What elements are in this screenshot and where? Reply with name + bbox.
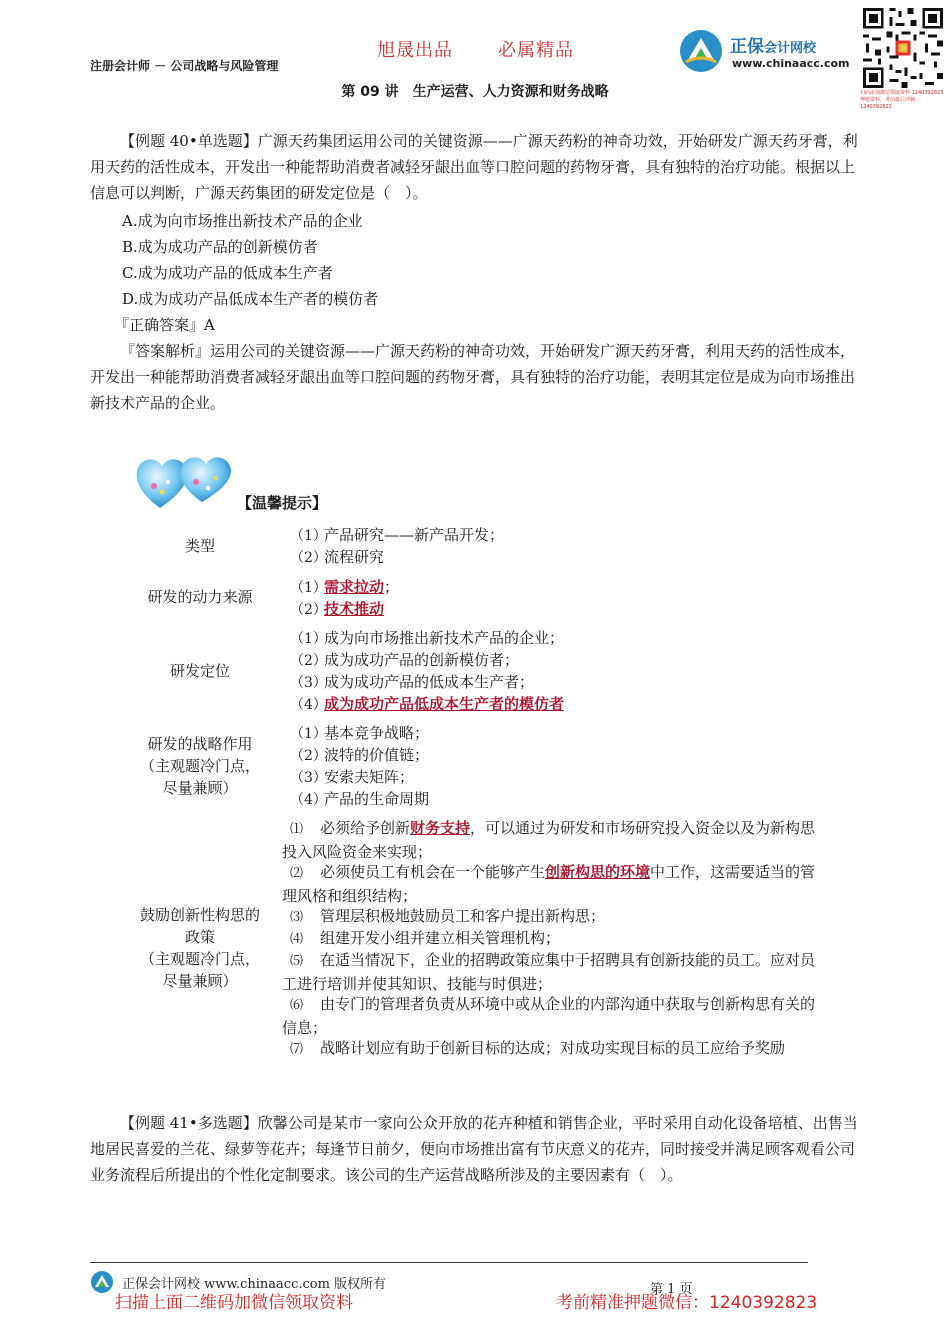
lecture-title: 第 09 讲 生产运营、人力资源和财务战略	[341, 84, 609, 100]
tip-policy-item	[282, 905, 817, 929]
tip-position-item	[290, 649, 519, 672]
course-title: 注册会计师 － 公司战略与风险管理	[90, 59, 279, 73]
item-num: （4）	[290, 697, 327, 713]
item-text: 产品的生命周期	[324, 790, 430, 808]
example40-question: 【例题 40•单选题】广源天药集团运用公司的关键资源——广源天药粉的神奇功效，开始研发广源天药牙膏，利用天药的活性成本，开发出一种能帮助消费者减轻牙龈出血等口腔问题的药物牙膏，具有独特的治疗功能。根据以上信息可以判断，广源天药集团的研发定位是（ ）。	[90, 132, 858, 202]
item-highlight: 创新构思的环境	[545, 863, 651, 881]
label-line: 尽量兼顾）	[162, 779, 238, 797]
item-num: （3）	[290, 770, 327, 786]
item-text: 在适当情况下，企业的招聘政策应集中于招聘具有创新技能的员工。应对员工进行培训并使其知识、技能与时俱进；	[282, 951, 816, 993]
item-text: ，可以通过为研发和市场研究投入资金以及为新构思投入风险资金来实现；	[282, 819, 816, 861]
chinaacc-logo[interactable]	[678, 28, 863, 78]
footer-page-number: 第 1 页	[650, 1282, 693, 1297]
example40-option-a: A.成为向市场推出新技术产品的企业	[122, 212, 363, 230]
footer-promo-left: 扫描上面二维码加微信领取资料	[115, 1293, 353, 1313]
tip-strategic-item	[290, 744, 429, 767]
label-line: 政策	[184, 928, 215, 946]
tip-drive-item	[290, 576, 399, 599]
tip-drive-label: 研发的动力来源	[147, 588, 253, 606]
item-text: 成为向市场推出新技术产品的企业；	[324, 629, 565, 647]
tip-drive-item	[290, 598, 384, 621]
tip-position-item	[290, 627, 564, 650]
item-text: 基本竞争战略；	[324, 724, 430, 742]
item-text: 战略计划应有助于创新目标的达成；对成功实现目标的员工应给予奖励	[320, 1039, 786, 1057]
tip-type-item	[290, 524, 504, 547]
item-num: （1）	[290, 528, 327, 544]
item-num: （1）	[290, 726, 327, 742]
item-num: ⑺	[290, 1042, 304, 1057]
label-line: （主观题冷门点，	[139, 757, 260, 775]
footer-divider	[90, 1262, 808, 1263]
item-num: （1）	[290, 631, 327, 647]
qr-caption: 扫码添加微信领取资料 1240392823 押题资料，考前最后冲刺 1240392823	[860, 90, 944, 110]
tip-policy-item	[282, 1037, 817, 1061]
example40-answer: 『正确答案』A	[114, 316, 215, 334]
item-text: 必须使员工有机会在一个能够产生	[320, 863, 546, 881]
tip-policy-item	[282, 949, 817, 995]
logo-emblem-icon	[678, 28, 724, 74]
item-text: 由专门的管理者负责从环境中或从企业的内部沟通中获取与创新构思有关的信息；	[282, 995, 816, 1037]
item-text: 成为成功产品的创新模仿者；	[324, 651, 520, 669]
logo-name: 正保	[730, 37, 764, 57]
tip-strategic-label	[125, 733, 275, 799]
label-line: 鼓励创新性构思的	[139, 906, 260, 924]
tip-policy-label	[125, 904, 275, 992]
item-text: 必须给予创新	[320, 819, 411, 837]
example40-option-d: D.成为成功产品低成本生产者的模仿者	[122, 290, 379, 308]
logo-sub: 会计网校	[764, 41, 817, 56]
tip-type-item	[290, 546, 384, 569]
item-num: （2）	[290, 550, 327, 566]
example41-question: 【例题 41•多选题】欣馨公司是某市一家向公众开放的花卉种植和销售企业，平时采用自动化设备培植、出售当地居民喜爱的兰花、绿萝等花卉；每逢节日前夕，便向市场推出富有节庆意义的花卉，同时接受并满足顾客观看公司业务流程后所提出的个性化定制要求。该公司的生产运营战略所涉及的主要因素有（ ）。	[90, 1114, 858, 1184]
tip-position-label: 研发定位	[169, 662, 230, 680]
tip-strategic-item	[290, 722, 429, 745]
item-num: ⑷	[290, 932, 304, 947]
tip-title: 【温馨提示】	[237, 494, 328, 512]
item-num: （4）	[290, 792, 327, 808]
item-highlight: 成为成功产品低成本生产者的模仿者	[324, 695, 565, 713]
item-highlight: 财务支持	[410, 819, 471, 837]
tip-policy-item	[282, 993, 817, 1039]
tip-strategic-item	[290, 766, 414, 789]
example40-option-b: B.成为成功产品的创新模仿者	[122, 238, 318, 256]
item-num: ⑵	[290, 866, 304, 881]
item-num: （2）	[290, 653, 327, 669]
item-num: （2）	[290, 748, 327, 764]
item-text: 流程研究	[324, 548, 385, 566]
item-suffix: ；	[384, 578, 400, 596]
tip-position-item	[290, 671, 534, 694]
example40-option-c: C.成为成功产品的低成本生产者	[122, 264, 333, 282]
wechat-qr-code-icon[interactable]	[860, 5, 946, 91]
item-num: （3）	[290, 675, 327, 691]
footer-logo-icon	[90, 1270, 114, 1294]
tip-policy-item	[282, 817, 817, 863]
logo-url: www.chinaacc.com	[732, 57, 850, 70]
footer-promo-right: 考前精准押题微信：1240392823	[556, 1293, 818, 1313]
label-line: 研发的战略作用	[147, 735, 253, 753]
item-text: 成为成功产品的低成本生产者；	[324, 673, 535, 691]
item-num: （2）	[290, 602, 327, 618]
label-line: （主观题冷门点，	[139, 950, 260, 968]
hearts-decoration-icon	[132, 442, 236, 512]
item-text: 安索夫矩阵；	[324, 768, 415, 786]
item-num: （1）	[290, 580, 327, 596]
item-num: ⑹	[290, 998, 304, 1013]
example40-analysis: 『答案解析』运用公司的关键资源——广源天药粉的神奇功效，开始研发广源天药牙膏，利用天药的活性成本，开发出一种能帮助消费者减轻牙龈出血等口腔问题的药物牙膏，具有独特的治疗功能，表明其定位是成为向市场推出新技术产品的企业。	[90, 342, 856, 412]
item-text: 管理层积极地鼓励员工和客户提出新构思；	[320, 907, 606, 925]
tip-strategic-item	[290, 788, 429, 811]
brand-tag-right: 必属精品	[498, 40, 574, 61]
brand-tag-left: 旭晟出品	[377, 40, 453, 61]
tip-position-item	[290, 693, 564, 716]
item-text: 组建开发小组并建立相关管理机构；	[320, 929, 561, 947]
item-num: ⑶	[290, 910, 304, 925]
item-text: 中工作，这需要适当的管理风格和组织结构；	[282, 863, 816, 905]
item-highlight: 技术推动	[324, 600, 385, 618]
item-num: ⑸	[290, 954, 304, 969]
item-text: 产品研究——新产品开发；	[324, 526, 505, 544]
item-num: ⑴	[290, 822, 304, 837]
tip-policy-item	[282, 927, 817, 951]
item-highlight: 需求拉动	[324, 578, 385, 596]
tip-policy-item	[282, 861, 817, 907]
label-line: 尽量兼顾）	[162, 972, 238, 990]
item-text: 波特的价值链；	[324, 746, 430, 764]
tip-type-label: 类型	[184, 537, 215, 555]
footer-copyright: 正保会计网校 www.chinaacc.com 版权所有	[122, 1277, 387, 1292]
